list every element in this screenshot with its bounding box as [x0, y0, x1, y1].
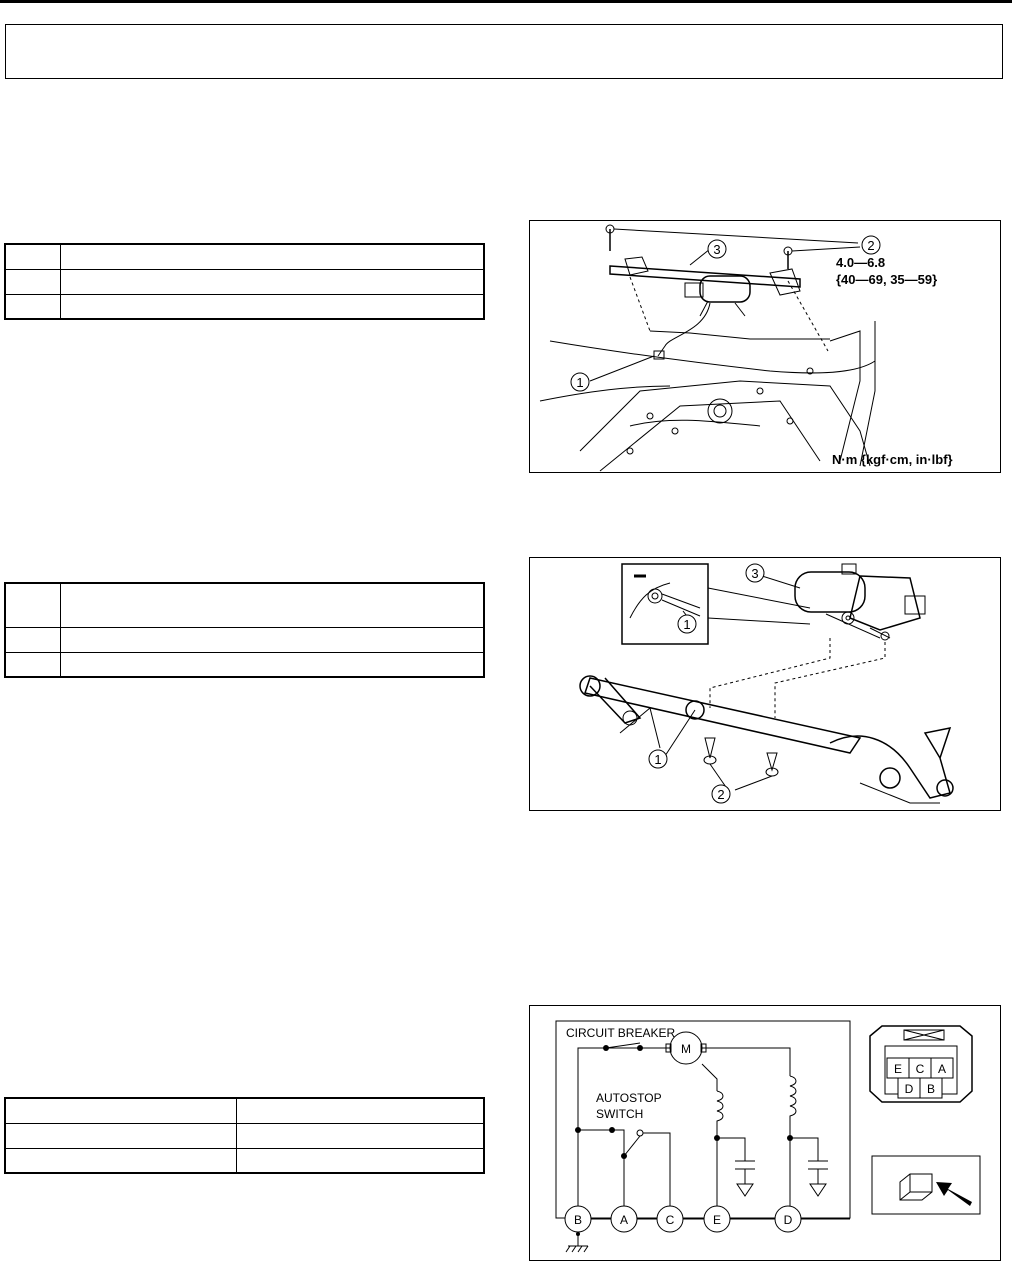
- svg-text:2: 2: [717, 787, 725, 802]
- ground-icon: [737, 1184, 753, 1196]
- arrow-icon: [936, 1182, 972, 1206]
- connector-pin-e: E: [893, 1062, 903, 1076]
- svg-text:1: 1: [683, 617, 691, 632]
- wiper-linkage-drawing: [530, 558, 1000, 810]
- circuit-diagram: [530, 1006, 1000, 1260]
- svg-text:E: E: [712, 1213, 722, 1227]
- table-row: [5, 269, 484, 294]
- callout-inset-1: [678, 615, 696, 633]
- torque-unit-label: N·m {kgf·cm, in·lbf}: [832, 452, 953, 467]
- torque-value: 4.0—6.8: [836, 255, 886, 270]
- inspection-table: [4, 1097, 485, 1174]
- circuit-breaker-label: CIRCUIT BREAKER: [566, 1026, 676, 1040]
- autostop-switch-label: SWITCH: [596, 1107, 644, 1121]
- autostop-switch-label: AUTOSTOP: [596, 1091, 662, 1105]
- callout-2: [712, 785, 730, 803]
- torque-value-alt-units: {40—69, 35—59}: [836, 272, 938, 287]
- procedure-table-2: [4, 582, 485, 678]
- connector-pin-d: D: [904, 1082, 914, 1096]
- terminal-b: [565, 1206, 591, 1232]
- table-row: [5, 1148, 484, 1173]
- svg-text:B: B: [573, 1213, 583, 1227]
- connector-pin-c: C: [915, 1062, 925, 1076]
- figure-wiper-linkage: [529, 557, 1001, 811]
- svg-text:D: D: [783, 1213, 793, 1227]
- connector-pin-b: B: [926, 1082, 936, 1096]
- svg-text:1: 1: [654, 752, 662, 767]
- table-row: [5, 1123, 484, 1148]
- svg-text:3: 3: [751, 566, 759, 581]
- callout-1: [649, 750, 667, 768]
- svg-text:A: A: [619, 1213, 629, 1227]
- table-row: [5, 244, 484, 269]
- terminal-d: [775, 1206, 801, 1232]
- callout-3: [708, 240, 726, 258]
- svg-text:2: 2: [867, 238, 875, 253]
- callout-3: [746, 564, 764, 582]
- connector-pin-a: A: [937, 1062, 947, 1076]
- table-row: [5, 583, 484, 627]
- table-row: [5, 294, 484, 319]
- motor-label: M: [681, 1042, 691, 1056]
- svg-text:C: C: [665, 1213, 675, 1227]
- ground-icon: [810, 1184, 826, 1196]
- svg-text:3: 3: [713, 242, 721, 257]
- svg-text:1: 1: [576, 375, 584, 390]
- procedure-table-1: [4, 243, 485, 320]
- title-box: [5, 24, 1003, 79]
- terminal-a: [611, 1206, 637, 1232]
- figure-wiper-motor-circuit: [529, 1005, 1001, 1261]
- header-rule: [0, 0, 1012, 3]
- callout-2: [862, 236, 880, 254]
- figure-wiper-motor-installation: [529, 220, 1001, 473]
- callout-1: [571, 373, 589, 391]
- terminal-c: [657, 1206, 683, 1232]
- wiper-installation-drawing: [530, 221, 1000, 472]
- table-row: [5, 1098, 484, 1123]
- terminal-e: [704, 1206, 730, 1232]
- table-row: [5, 627, 484, 652]
- table-row: [5, 652, 484, 677]
